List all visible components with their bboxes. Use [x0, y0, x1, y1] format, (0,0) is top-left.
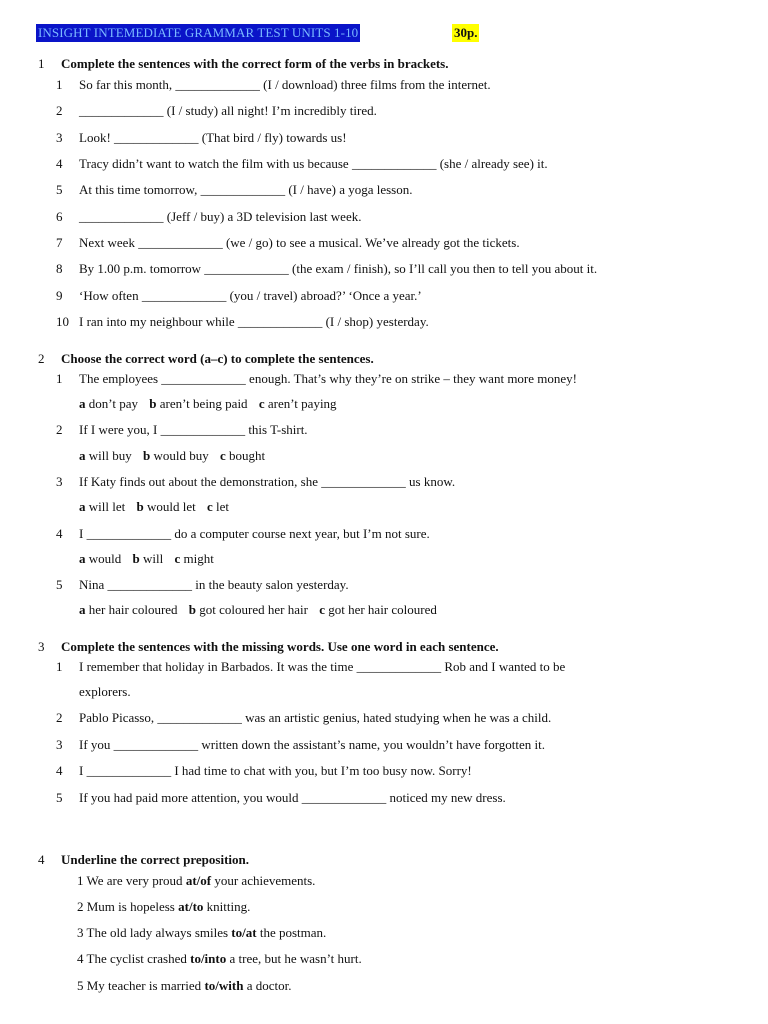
question-item: 9 ‘How often _____________ (you / travel) abroad?’ ‘Once a year.’ — [56, 288, 422, 303]
answer-options: a don’t pay b aren’t being paid c aren’t paying — [79, 396, 337, 411]
question-item: 1 So far this month, _____________ (I / download) three films from the internet. — [56, 77, 491, 92]
section-1-heading — [38, 56, 449, 72]
section-instruction: Complete the sentences with the correct form of the verbs in brackets. — [61, 56, 449, 71]
question-item: 6 _____________ (Jeff / buy) a 3D television last week. — [56, 209, 362, 224]
section-instruction: Complete the sentences with the missing words. Use one word in each sentence. — [61, 639, 499, 654]
answer-options: a will let b would let c let — [79, 499, 229, 514]
question-item: 4 Tracy didn’t want to watch the film with us because _____________ (she / already see) it. — [56, 156, 548, 171]
question-item: 5 If you had paid more attention, you would _____________ noticed my new dress. — [56, 790, 506, 805]
answer-options: a her hair coloured b got coloured her hair c got her hair coloured — [79, 602, 437, 617]
test-header — [36, 24, 360, 42]
section-number: 4 — [38, 852, 45, 867]
section-number: 1 — [38, 56, 45, 71]
question-item: 4 The cyclist crashed to/into a tree, but he wasn’t hurt. — [77, 951, 362, 966]
question-item: 5 At this time tomorrow, _____________ (I / have) a yoga lesson. — [56, 182, 413, 197]
question-item: 2 Pablo Picasso, _____________ was an artistic genius, hated studying when he was a child. — [56, 710, 552, 725]
section-number: 3 — [38, 639, 45, 654]
question-item: 5 My teacher is married to/with a doctor. — [77, 978, 292, 993]
question-item: 1 I remember that holiday in Barbados. It was the time _____________ Rob and I wanted to be — [56, 659, 566, 674]
section-instruction: Choose the correct word (a–c) to complete the sentences. — [61, 351, 374, 366]
answer-options: a will buy b would buy c bought — [79, 448, 266, 463]
question-item: 4 I _____________ I had time to chat with you, but I’m too busy now. Sorry! — [56, 763, 472, 778]
question-item: 2 Mum is hopeless at/to knitting. — [77, 899, 251, 914]
section-4-heading — [38, 852, 249, 868]
question-item: 8 By 1.00 p.m. tomorrow _____________ (the exam / finish), so I’ll call you then to tell you about it. — [56, 261, 598, 276]
question-item: 2 _____________ (I / study) all night! I’m incredibly tired. — [56, 103, 377, 118]
question-item: 2 If I were you, I _____________ this T-shirt. — [56, 422, 308, 437]
question-item: 3 If you _____________ written down the assistant’s name, you wouldn’t have forgotten it. — [56, 737, 546, 752]
question-item: 3 Look! _____________ (That bird / fly) towards us! — [56, 130, 347, 145]
question-item: 3 If Katy finds out about the demonstration, she _____________ us know. — [56, 474, 456, 489]
section-number: 2 — [38, 351, 45, 366]
question-item: 7 Next week _____________ (we / go) to see a musical. We’ve already got the tickets. — [56, 235, 520, 250]
question-item: 1 We are very proud at/of your achievements. — [77, 873, 316, 888]
section-3-heading — [38, 639, 499, 655]
section-instruction: Underline the correct preposition. — [61, 852, 249, 867]
question-item: 3 The old lady always smiles to/at the postman. — [77, 925, 327, 940]
question-continuation: explorers. — [79, 684, 131, 699]
section-2-heading — [38, 351, 374, 367]
question-item: 1 The employees _____________ enough. That’s why they’re on strike – they want more money! — [56, 371, 577, 386]
total-points: 30p. — [454, 25, 478, 40]
question-item: 5 Nina _____________ in the beauty salon yesterday. — [56, 577, 349, 592]
test-title: INSIGHT INTEMEDIATE GRAMMAR TEST UNITS 1-10 — [38, 25, 359, 40]
question-item: 10 I ran into my neighbour while _____________ (I / shop) yesterday. — [56, 314, 429, 329]
question-item: 4 I _____________ do a computer course next year, but I’m not sure. — [56, 526, 430, 541]
answer-options: a would b will c might — [79, 551, 214, 566]
